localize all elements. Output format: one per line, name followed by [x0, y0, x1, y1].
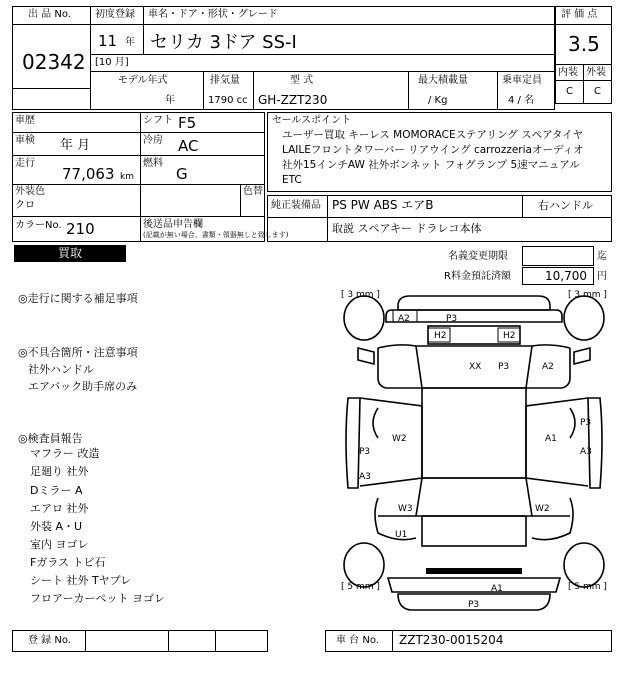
model-year-label: モデル年式	[118, 75, 168, 86]
history-label: 車歴	[15, 115, 35, 126]
inspector-item-6: 室内 ヨゴレ	[30, 538, 89, 551]
defects-title: ◎不具合箇所・注意事項	[18, 346, 138, 359]
sales-points-label: セールスポイント	[272, 115, 352, 126]
model: GH-ZZT230	[258, 93, 328, 107]
mileage-label: 走行	[15, 158, 35, 169]
mark-door-r-a1: A1	[545, 434, 557, 444]
buy-badge: 買取	[14, 245, 126, 262]
cooling-label: 冷房	[143, 135, 163, 146]
mark-roof-p3: P3	[498, 362, 510, 372]
mark-rear-r-w2: W2	[535, 504, 550, 514]
tire-depth-fl: [ 3 mm ]	[341, 290, 380, 300]
tire-front-left	[344, 296, 384, 340]
grade-value: 3.5	[568, 32, 600, 56]
defect-2: エアバック助手席のみ	[28, 380, 138, 393]
inspection-value: 年 月	[60, 138, 91, 153]
inspection-label: 車検	[15, 135, 35, 146]
interior-grade: C	[566, 86, 573, 97]
aftermarket-note: (記載が無い場合、書類・領器無しと致します)	[143, 231, 289, 239]
displacement-label: 排気量	[210, 75, 240, 86]
tire-front-right	[564, 296, 604, 340]
recycle-unit: 円	[597, 271, 607, 282]
model-label: 型 式	[290, 75, 314, 86]
mark-fender-rf-a2: A2	[542, 362, 554, 372]
mark-rear-l-w3: W3	[398, 504, 413, 514]
first-reg-month: [10 月]	[95, 57, 129, 68]
tire-depth-rl: [ 5 mm ]	[341, 582, 380, 592]
inspector-item-4: エアロ 社外	[30, 502, 89, 515]
cooling-value: AC	[178, 137, 199, 155]
mark-side-l-p3: P3	[359, 447, 371, 457]
capacity-label: 乗車定員	[502, 75, 542, 86]
mileage-unit: km	[120, 172, 134, 182]
tire-rear-left	[344, 543, 384, 587]
recycle-value: 10,700	[545, 269, 587, 283]
max-load-label: 最大積載量	[418, 75, 468, 86]
shift-label: シフト	[143, 115, 173, 126]
fuel-value: G	[176, 165, 188, 183]
mark-door-l-w2: W2	[392, 434, 407, 444]
exterior-color-label: 外装色	[15, 186, 45, 197]
mark-bumper-a1: A1	[491, 584, 503, 594]
aftermarket-label: 後送品申告欄	[143, 219, 203, 230]
inspector-item-1: マフラー 改造	[30, 447, 100, 460]
mark-side-r-p3: P3	[580, 418, 592, 428]
mark-side-r-a3: A3	[580, 447, 592, 457]
inspector-item-2: 足廻り 社外	[30, 465, 89, 478]
sales-point-line-2: LAILEフロントタワーバー リアウイング carrozzeriaオーディオ	[282, 144, 584, 156]
car-damage-diagram	[338, 288, 610, 620]
year-unit: 年	[125, 37, 135, 48]
inspector-item-3: Dミラー A	[30, 484, 83, 497]
grade-label: 評 価 点	[561, 9, 598, 20]
name-change-field	[522, 246, 594, 266]
max-load: / Kg	[428, 95, 448, 106]
displacement: 1790 cc	[208, 95, 248, 106]
car-name: セリカ 3ドア SS-I	[150, 32, 297, 53]
inspector-item-8: シート 社外 Tヤブレ	[30, 574, 132, 587]
model-year-unit: 年	[165, 95, 175, 106]
first-reg-year: 11	[98, 32, 118, 50]
defect-1: 社外ハンドル	[28, 363, 94, 376]
reg-no-label: 登 録 No.	[28, 635, 71, 646]
equipment-label: 純正装備品	[271, 200, 321, 211]
mark-h2-left: H2	[434, 331, 447, 341]
mark-side-l-a3: A3	[359, 472, 371, 482]
interior-label: 内装	[558, 67, 578, 78]
mark-roof-xx: XX	[469, 362, 482, 372]
recycle-label: R料金預託済額	[444, 271, 511, 282]
exterior-grade: C	[594, 86, 601, 97]
inspector-title: ◎検査員報告	[18, 432, 83, 445]
color-change-label: 色替	[243, 186, 263, 197]
lot-no-label: 出 品 No.	[28, 9, 71, 20]
color-no-label: カラーNo.	[15, 220, 62, 231]
handle-side: 右ハンドル	[538, 199, 593, 212]
equipment-items: PS PW ABS エアB	[332, 198, 434, 212]
mark-h2-right: H2	[503, 331, 516, 341]
mark-front-a2: A2	[398, 314, 410, 324]
name-change-unit: 迄	[597, 251, 607, 262]
tire-rear-right	[564, 543, 604, 587]
name-change-label: 名義変更期限	[448, 251, 508, 262]
tire-depth-fr: [ 3 mm ]	[568, 290, 607, 300]
inspector-item-5: 外装 A・U	[30, 520, 83, 533]
sales-point-line-3: 社外15インチAW 社外ボンネット フォグランプ 5速マニュアル	[282, 159, 580, 171]
color-no: 210	[66, 220, 95, 238]
mileage: 77,063	[62, 165, 115, 183]
fuel-label: 燃料	[143, 158, 163, 169]
accessories: 取説 スペアキー ドラレコ本体	[332, 222, 482, 235]
exterior-label: 外装	[586, 67, 606, 78]
car-name-label: 車名・ドア・形状・グレード	[148, 9, 278, 20]
inspector-item-7: Fガラス トビ石	[30, 556, 106, 569]
capacity: 4 / 名	[508, 95, 535, 106]
exterior-color: クロ	[15, 200, 35, 211]
mark-front-p3: P3	[446, 314, 458, 324]
lot-no: 02342	[22, 50, 86, 74]
driving-notes-title: ◎走行に関する補足事項	[18, 292, 138, 305]
sales-point-line-1: ユーザー買取 キーレス MOMORACEステアリング スペアタイヤ	[282, 129, 584, 141]
first-reg-label: 初度登録	[95, 9, 135, 20]
chassis-no-label: 車 台 No.	[336, 635, 379, 646]
mark-rear-l-u1: U1	[395, 530, 408, 540]
shift-value: F5	[178, 114, 197, 132]
chassis-no: ZZT230-0015204	[399, 633, 504, 647]
tire-depth-rr: [ 5 mm ]	[568, 582, 607, 592]
inspector-item-9: フロアーカーペット ヨゴレ	[30, 592, 165, 605]
sales-point-line-4: ETC	[282, 174, 302, 186]
mark-bumper-p3: P3	[468, 600, 480, 610]
